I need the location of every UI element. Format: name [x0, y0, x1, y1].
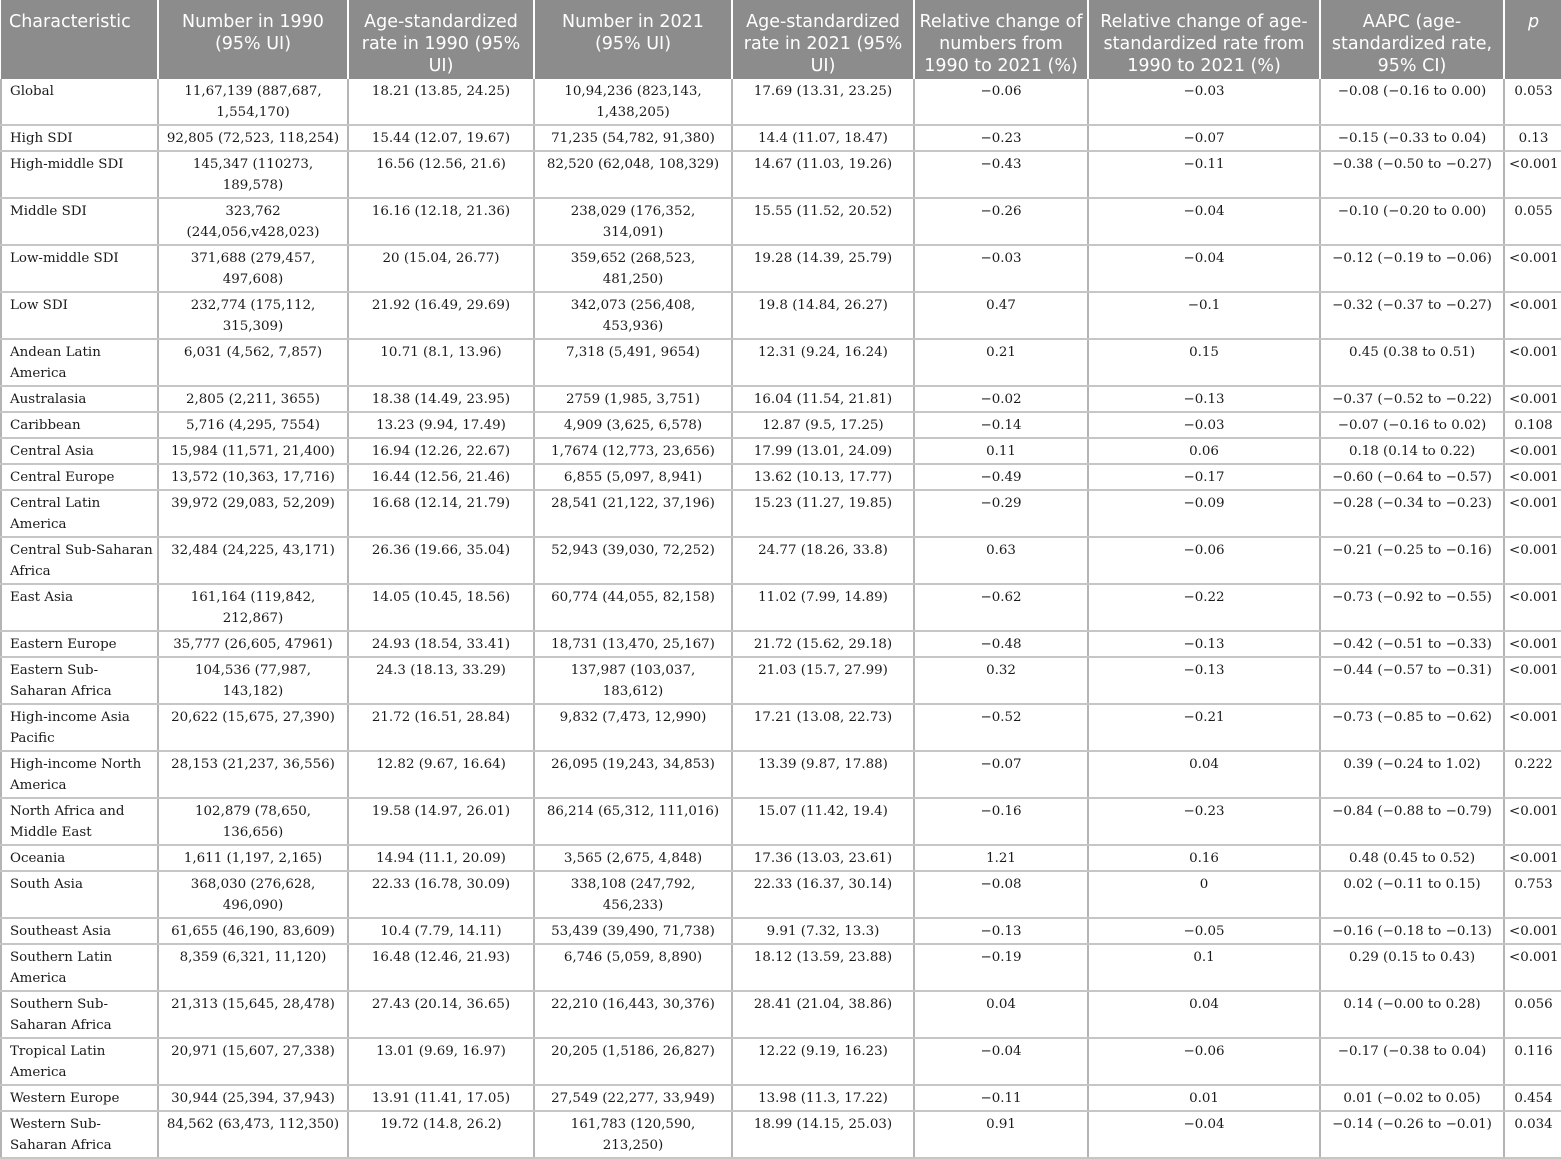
table-cell: −0.13 — [1088, 657, 1320, 704]
row-label-cell: North Africa and Middle East — [1, 798, 158, 845]
table-cell: 0.18 (0.14 to 0.22) — [1320, 438, 1504, 464]
row-label-cell: High-income North America — [1, 751, 158, 798]
table-cell: 10.4 (7.79, 14.11) — [348, 918, 534, 944]
table-cell: −0.06 — [914, 79, 1088, 125]
table-cell: −0.17 (−0.38 to 0.04) — [1320, 1038, 1504, 1085]
table-cell: 15.55 (11.52, 20.52) — [732, 198, 914, 245]
table-cell: 0.11 — [914, 438, 1088, 464]
table-cell: 17.21 (13.08, 22.73) — [732, 704, 914, 751]
column-header: Number in 2021 (95% UI) — [534, 0, 732, 79]
table-cell: −0.26 — [914, 198, 1088, 245]
table-cell: <0.001 — [1504, 704, 1561, 751]
table-cell: <0.001 — [1504, 584, 1561, 631]
table-cell: 0.21 — [914, 339, 1088, 386]
table-cell: 24.93 (18.54, 33.41) — [348, 631, 534, 657]
table-cell: 0 — [1088, 871, 1320, 918]
column-header: Relative change of numbers from 1990 to 2021 (%) — [914, 0, 1088, 79]
table-cell: 4,909 (3,625, 6,578) — [534, 412, 732, 438]
table-cell: −0.03 — [1088, 412, 1320, 438]
header-row — [1, 0, 1561, 79]
table-cell: 13.62 (10.13, 17.77) — [732, 464, 914, 490]
table-cell: 26.36 (19.66, 35.04) — [348, 537, 534, 584]
table-cell: 19.8 (14.84, 26.27) — [732, 292, 914, 339]
table-cell: 17.36 (13.03, 23.61) — [732, 845, 914, 871]
table-row — [1, 125, 1561, 151]
table-cell: <0.001 — [1504, 245, 1561, 292]
table-cell: 9,832 (7,473, 12,990) — [534, 704, 732, 751]
column-header: Number in 1990 (95% UI) — [158, 0, 348, 79]
table-cell: <0.001 — [1504, 386, 1561, 412]
table-cell: 52,943 (39,030, 72,252) — [534, 537, 732, 584]
table-cell: 0.16 — [1088, 845, 1320, 871]
column-header: AAPC (age-standardized rate, 95% CI) — [1320, 0, 1504, 79]
table-cell: 14.94 (11.1, 20.09) — [348, 845, 534, 871]
table-cell: 21.92 (16.49, 29.69) — [348, 292, 534, 339]
table-cell: −0.28 (−0.34 to −0.23) — [1320, 490, 1504, 537]
table-cell: 0.116 — [1504, 1038, 1561, 1085]
row-label-cell: Middle SDI — [1, 198, 158, 245]
table-row — [1, 1085, 1561, 1111]
column-header: Age-standardized rate in 1990 (95% UI) — [348, 0, 534, 79]
table-cell: 15.44 (12.07, 19.67) — [348, 125, 534, 151]
table-cell: 22.33 (16.37, 30.14) — [732, 871, 914, 918]
table-cell: 11,67,139 (887,687, 1,554,170) — [158, 79, 348, 125]
table-cell: <0.001 — [1504, 657, 1561, 704]
table-cell: 14.05 (10.45, 18.56) — [348, 584, 534, 631]
table-cell: 21.72 (16.51, 28.84) — [348, 704, 534, 751]
table-cell: 12.82 (9.67, 16.64) — [348, 751, 534, 798]
table-cell: 60,774 (44,055, 82,158) — [534, 584, 732, 631]
table-cell: 371,688 (279,457, 497,608) — [158, 245, 348, 292]
table-cell: 28.41 (21.04, 38.86) — [732, 991, 914, 1038]
table-cell: 20,205 (1,5186, 26,827) — [534, 1038, 732, 1085]
table-cell: −0.73 (−0.85 to −0.62) — [1320, 704, 1504, 751]
table-cell: −0.42 (−0.51 to −0.33) — [1320, 631, 1504, 657]
table-cell: 0.32 — [914, 657, 1088, 704]
table-cell: −0.23 — [914, 125, 1088, 151]
table-cell: 84,562 (63,473, 112,350) — [158, 1111, 348, 1158]
table-cell: 28,541 (21,122, 37,196) — [534, 490, 732, 537]
table-cell: 1,611 (1,197, 2,165) — [158, 845, 348, 871]
table-cell: 5,716 (4,295, 7554) — [158, 412, 348, 438]
table-cell: 12.22 (9.19, 16.23) — [732, 1038, 914, 1085]
table-cell: 145,347 (110273, 189,578) — [158, 151, 348, 198]
table-cell: 2759 (1,985, 3,751) — [534, 386, 732, 412]
table-row — [1, 798, 1561, 845]
table-cell: 7,318 (5,491, 9654) — [534, 339, 732, 386]
table-cell: 0.053 — [1504, 79, 1561, 125]
table-cell: 8,359 (6,321, 11,120) — [158, 944, 348, 991]
table-cell: 30,944 (25,394, 37,943) — [158, 1085, 348, 1111]
table-cell: 21.72 (15.62, 29.18) — [732, 631, 914, 657]
table-cell: −0.52 — [914, 704, 1088, 751]
table-cell: 27,549 (22,277, 33,949) — [534, 1085, 732, 1111]
table-cell: 18.12 (13.59, 23.88) — [732, 944, 914, 991]
table-cell: 232,774 (175,112, 315,309) — [158, 292, 348, 339]
table-row — [1, 438, 1561, 464]
table-cell: −0.11 — [914, 1085, 1088, 1111]
column-header: Age-standardized rate in 2021 (95% UI) — [732, 0, 914, 79]
table-cell: −0.03 — [914, 245, 1088, 292]
table-cell: −0.43 — [914, 151, 1088, 198]
table-cell: −0.32 (−0.37 to −0.27) — [1320, 292, 1504, 339]
table-cell: 61,655 (46,190, 83,609) — [158, 918, 348, 944]
table-cell: 16.94 (12.26, 22.67) — [348, 438, 534, 464]
table-cell: 0.108 — [1504, 412, 1561, 438]
table-cell: 27.43 (20.14, 36.65) — [348, 991, 534, 1038]
table-cell: 0.01 (−0.02 to 0.05) — [1320, 1085, 1504, 1111]
table-cell: 24.77 (18.26, 33.8) — [732, 537, 914, 584]
row-label-cell: Low-middle SDI — [1, 245, 158, 292]
table-cell: 28,153 (21,237, 36,556) — [158, 751, 348, 798]
table-cell: 16.56 (12.56, 21.6) — [348, 151, 534, 198]
table-cell: −0.37 (−0.52 to −0.22) — [1320, 386, 1504, 412]
table-cell: <0.001 — [1504, 537, 1561, 584]
table-cell: 16.16 (12.18, 21.36) — [348, 198, 534, 245]
table-cell: −0.07 — [1088, 125, 1320, 151]
table-row — [1, 198, 1561, 245]
table-cell: −0.09 — [1088, 490, 1320, 537]
row-label-cell: Eastern Sub-Saharan Africa — [1, 657, 158, 704]
table-row — [1, 845, 1561, 871]
table-cell: −0.07 — [914, 751, 1088, 798]
table-cell: 0.91 — [914, 1111, 1088, 1158]
table-cell: −0.13 — [914, 918, 1088, 944]
table-cell: 22.33 (16.78, 30.09) — [348, 871, 534, 918]
table-cell: <0.001 — [1504, 464, 1561, 490]
table-cell: −0.13 — [1088, 631, 1320, 657]
row-label-cell: Western Europe — [1, 1085, 158, 1111]
table-cell: 10,94,236 (823,143, 1,438,205) — [534, 79, 732, 125]
table-cell: 22,210 (16,443, 30,376) — [534, 991, 732, 1038]
table-cell: 35,777 (26,605, 47961) — [158, 631, 348, 657]
table-cell: −0.08 (−0.16 to 0.00) — [1320, 79, 1504, 125]
table-cell: 0.02 (−0.11 to 0.15) — [1320, 871, 1504, 918]
table-cell: <0.001 — [1504, 918, 1561, 944]
table-cell: 0.04 — [1088, 751, 1320, 798]
table-cell: 14.67 (11.03, 19.26) — [732, 151, 914, 198]
row-label-cell: South Asia — [1, 871, 158, 918]
table-cell: 92,805 (72,523, 118,254) — [158, 125, 348, 151]
table-cell: 0.04 — [1088, 991, 1320, 1038]
table-cell: −0.04 — [1088, 198, 1320, 245]
table-cell: −0.15 (−0.33 to 0.04) — [1320, 125, 1504, 151]
table-cell: −0.06 — [1088, 537, 1320, 584]
table-cell: 20 (15.04, 26.77) — [348, 245, 534, 292]
row-label-cell: Central Europe — [1, 464, 158, 490]
column-header: Relative change of age-standardized rate from 1990 to 2021 (%) — [1088, 0, 1320, 79]
table-cell: 14.4 (11.07, 18.47) — [732, 125, 914, 151]
table-row — [1, 339, 1561, 386]
table-cell: 323,762 (244,056,v428,023) — [158, 198, 348, 245]
table-cell: 21,313 (15,645, 28,478) — [158, 991, 348, 1038]
table-cell: 19.28 (14.39, 25.79) — [732, 245, 914, 292]
row-label-cell: Caribbean — [1, 412, 158, 438]
table-cell: 13.91 (11.41, 17.05) — [348, 1085, 534, 1111]
table-row — [1, 657, 1561, 704]
table-cell: 0.15 — [1088, 339, 1320, 386]
table-cell: 13.01 (9.69, 16.97) — [348, 1038, 534, 1085]
table-cell: −0.14 — [914, 412, 1088, 438]
table-cell: 16.44 (12.56, 21.46) — [348, 464, 534, 490]
row-label-cell: Low SDI — [1, 292, 158, 339]
table-cell: 13.23 (9.94, 17.49) — [348, 412, 534, 438]
table-row — [1, 386, 1561, 412]
table-cell: 0.034 — [1504, 1111, 1561, 1158]
table-cell: 11.02 (7.99, 14.89) — [732, 584, 914, 631]
table-row — [1, 1038, 1561, 1085]
table-row — [1, 490, 1561, 537]
row-label-cell: Central Sub-Saharan Africa — [1, 537, 158, 584]
row-label-cell: Central Latin America — [1, 490, 158, 537]
table-cell: −0.17 — [1088, 464, 1320, 490]
table-cell: 0.01 — [1088, 1085, 1320, 1111]
table-cell: −0.16 (−0.18 to −0.13) — [1320, 918, 1504, 944]
table-row — [1, 412, 1561, 438]
table-cell: <0.001 — [1504, 798, 1561, 845]
table-cell: −0.22 — [1088, 584, 1320, 631]
table-cell: −0.44 (−0.57 to −0.31) — [1320, 657, 1504, 704]
table-cell: −0.49 — [914, 464, 1088, 490]
table-cell: −0.60 (−0.64 to −0.57) — [1320, 464, 1504, 490]
row-label-cell: Southeast Asia — [1, 918, 158, 944]
table-cell: 9.91 (7.32, 13.3) — [732, 918, 914, 944]
table-cell: −0.29 — [914, 490, 1088, 537]
table-row — [1, 79, 1561, 125]
table-cell: 16.48 (12.46, 21.93) — [348, 944, 534, 991]
table-cell: 0.454 — [1504, 1085, 1561, 1111]
table-cell: 368,030 (276,628, 496,090) — [158, 871, 348, 918]
table-cell: 0.753 — [1504, 871, 1561, 918]
table-cell: −0.73 (−0.92 to −0.55) — [1320, 584, 1504, 631]
table-cell: 1.21 — [914, 845, 1088, 871]
column-header: Characteristic — [1, 0, 158, 79]
table-cell: −0.19 — [914, 944, 1088, 991]
table-row — [1, 871, 1561, 918]
table-row — [1, 537, 1561, 584]
column-header: p — [1504, 0, 1561, 79]
row-label-cell: Eastern Europe — [1, 631, 158, 657]
table-cell: 6,746 (5,059, 8,890) — [534, 944, 732, 991]
table-row — [1, 245, 1561, 292]
table-row — [1, 751, 1561, 798]
table-cell: 18.21 (13.85, 24.25) — [348, 79, 534, 125]
table-row — [1, 584, 1561, 631]
table-cell: 238,029 (176,352, 314,091) — [534, 198, 732, 245]
table-cell: 0.63 — [914, 537, 1088, 584]
table-cell: 0.222 — [1504, 751, 1561, 798]
table-cell: 0.055 — [1504, 198, 1561, 245]
table-cell: −0.23 — [1088, 798, 1320, 845]
table-cell: 0.14 (−0.00 to 0.28) — [1320, 991, 1504, 1038]
table-cell: −0.48 — [914, 631, 1088, 657]
table-cell: 10.71 (8.1, 13.96) — [348, 339, 534, 386]
table-cell: 19.72 (14.8, 26.2) — [348, 1111, 534, 1158]
row-label-cell: Australasia — [1, 386, 158, 412]
table-cell: 3,565 (2,675, 4,848) — [534, 845, 732, 871]
table-cell: 0.04 — [914, 991, 1088, 1038]
table-cell: 18.99 (14.15, 25.03) — [732, 1111, 914, 1158]
table-row — [1, 464, 1561, 490]
table-row — [1, 292, 1561, 339]
table-row — [1, 918, 1561, 944]
table-cell: 13.98 (11.3, 17.22) — [732, 1085, 914, 1111]
table-cell: −0.04 — [914, 1038, 1088, 1085]
table-cell: 20,622 (15,675, 27,390) — [158, 704, 348, 751]
table-cell: 15.23 (11.27, 19.85) — [732, 490, 914, 537]
table-cell: <0.001 — [1504, 151, 1561, 198]
table-body — [1, 79, 1561, 1158]
table-cell: 15,984 (11,571, 21,400) — [158, 438, 348, 464]
table-cell: 32,484 (24,225, 43,171) — [158, 537, 348, 584]
table-cell: 102,879 (78,650, 136,656) — [158, 798, 348, 845]
table-cell: 0.13 — [1504, 125, 1561, 151]
table-cell: <0.001 — [1504, 490, 1561, 537]
table-cell: <0.001 — [1504, 339, 1561, 386]
table-cell: <0.001 — [1504, 292, 1561, 339]
row-label-cell: High-income Asia Pacific — [1, 704, 158, 751]
table-cell: 6,031 (4,562, 7,857) — [158, 339, 348, 386]
table-cell: 39,972 (29,083, 52,209) — [158, 490, 348, 537]
table-cell: <0.001 — [1504, 438, 1561, 464]
row-label-cell: Oceania — [1, 845, 158, 871]
table-cell: 12.87 (9.5, 17.25) — [732, 412, 914, 438]
table-cell: −0.07 (−0.16 to 0.02) — [1320, 412, 1504, 438]
row-label-cell: East Asia — [1, 584, 158, 631]
table-cell: 0.29 (0.15 to 0.43) — [1320, 944, 1504, 991]
table-cell: 0.06 — [1088, 438, 1320, 464]
table-cell: −0.12 (−0.19 to −0.06) — [1320, 245, 1504, 292]
table-cell: 71,235 (54,782, 91,380) — [534, 125, 732, 151]
table-cell: 17.69 (13.31, 23.25) — [732, 79, 914, 125]
row-label-cell: Tropical Latin America — [1, 1038, 158, 1085]
table-cell: −0.04 — [1088, 1111, 1320, 1158]
row-label-cell: Andean Latin America — [1, 339, 158, 386]
table-cell: 13,572 (10,363, 17,716) — [158, 464, 348, 490]
table-cell: −0.10 (−0.20 to 0.00) — [1320, 198, 1504, 245]
table-cell: 161,164 (119,842, 212,867) — [158, 584, 348, 631]
table-cell: 0.39 (−0.24 to 1.02) — [1320, 751, 1504, 798]
table-cell: 0.47 — [914, 292, 1088, 339]
table-cell: 18.38 (14.49, 23.95) — [348, 386, 534, 412]
table-cell: 359,652 (268,523, 481,250) — [534, 245, 732, 292]
table-cell: −0.14 (−0.26 to −0.01) — [1320, 1111, 1504, 1158]
table-cell: 24.3 (18.13, 33.29) — [348, 657, 534, 704]
table-row — [1, 631, 1561, 657]
table-cell: 6,855 (5,097, 8,941) — [534, 464, 732, 490]
table-cell: 104,536 (77,987, 143,182) — [158, 657, 348, 704]
table-cell: −0.84 (−0.88 to −0.79) — [1320, 798, 1504, 845]
table-cell: −0.04 — [1088, 245, 1320, 292]
table-cell: 26,095 (19,243, 34,853) — [534, 751, 732, 798]
table-cell: 18,731 (13,470, 25,167) — [534, 631, 732, 657]
table-cell: −0.02 — [914, 386, 1088, 412]
table-cell: −0.08 — [914, 871, 1088, 918]
row-label-cell: Central Asia — [1, 438, 158, 464]
table-row — [1, 991, 1561, 1038]
row-label-cell: High SDI — [1, 125, 158, 151]
table-cell: −0.1 — [1088, 292, 1320, 339]
row-label-cell: Southern Sub-Saharan Africa — [1, 991, 158, 1038]
table-cell: 342,073 (256,408, 453,936) — [534, 292, 732, 339]
table-cell: 20,971 (15,607, 27,338) — [158, 1038, 348, 1085]
row-label-cell: Southern Latin America — [1, 944, 158, 991]
table-cell: −0.16 — [914, 798, 1088, 845]
table-cell: 16.68 (12.14, 21.79) — [348, 490, 534, 537]
table-cell: −0.05 — [1088, 918, 1320, 944]
table-cell: 1,7674 (12,773, 23,656) — [534, 438, 732, 464]
table-cell: <0.001 — [1504, 845, 1561, 871]
table-row — [1, 151, 1561, 198]
table-cell: 86,214 (65,312, 111,016) — [534, 798, 732, 845]
table-cell: 82,520 (62,048, 108,329) — [534, 151, 732, 198]
table-cell: 338,108 (247,792, 456,233) — [534, 871, 732, 918]
table-cell: −0.03 — [1088, 79, 1320, 125]
table-cell: 0.48 (0.45 to 0.52) — [1320, 845, 1504, 871]
table-cell: 19.58 (14.97, 26.01) — [348, 798, 534, 845]
row-label-cell: Western Sub-Saharan Africa — [1, 1111, 158, 1158]
table-cell: <0.001 — [1504, 631, 1561, 657]
table-row — [1, 944, 1561, 991]
table-cell: 53,439 (39,490, 71,738) — [534, 918, 732, 944]
table-cell: −0.21 — [1088, 704, 1320, 751]
table-cell: 161,783 (120,590, 213,250) — [534, 1111, 732, 1158]
row-label-cell: High-middle SDI — [1, 151, 158, 198]
table-cell: 2,805 (2,211, 3655) — [158, 386, 348, 412]
table-cell: −0.13 — [1088, 386, 1320, 412]
table-cell: −0.62 — [914, 584, 1088, 631]
table-row — [1, 1111, 1561, 1158]
table-cell: −0.06 — [1088, 1038, 1320, 1085]
table-cell: 137,987 (103,037, 183,612) — [534, 657, 732, 704]
table-cell: 21.03 (15.7, 27.99) — [732, 657, 914, 704]
table-cell: <0.001 — [1504, 944, 1561, 991]
table-cell: 0.1 — [1088, 944, 1320, 991]
table-cell: 16.04 (11.54, 21.81) — [732, 386, 914, 412]
table-cell: 13.39 (9.87, 17.88) — [732, 751, 914, 798]
row-label-cell: Global — [1, 79, 158, 125]
table-cell: 12.31 (9.24, 16.24) — [732, 339, 914, 386]
table-cell: 0.45 (0.38 to 0.51) — [1320, 339, 1504, 386]
table-row — [1, 704, 1561, 751]
table-cell: 0.056 — [1504, 991, 1561, 1038]
table-cell: −0.38 (−0.50 to −0.27) — [1320, 151, 1504, 198]
table-cell: 15.07 (11.42, 19.4) — [732, 798, 914, 845]
table-cell: −0.21 (−0.25 to −0.16) — [1320, 537, 1504, 584]
table-cell: −0.11 — [1088, 151, 1320, 198]
table-cell: 17.99 (13.01, 24.09) — [732, 438, 914, 464]
